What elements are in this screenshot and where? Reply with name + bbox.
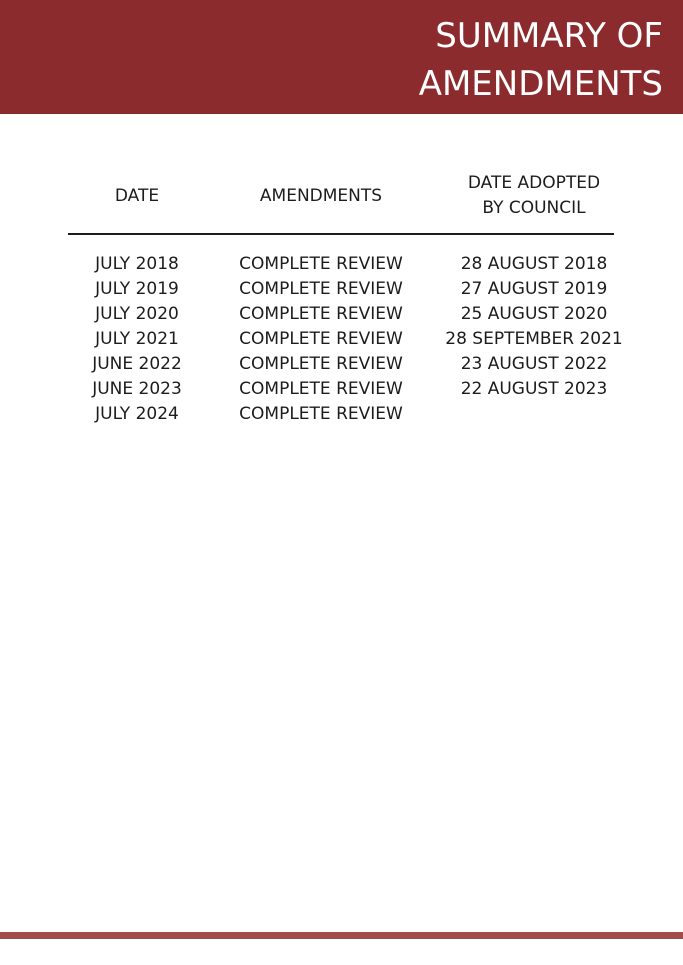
header-band	[0, 0, 683, 114]
cell-date-adopted: 28 AUGUST 2018	[460, 254, 608, 274]
column-header-date: DATE	[114, 185, 160, 206]
cell-date-adopted: 22 AUGUST 2023	[460, 379, 608, 399]
cell-date: JULY 2024	[95, 404, 179, 424]
cell-date: JULY 2021	[95, 329, 179, 349]
header-divider	[68, 233, 614, 235]
table-row	[0, 377, 683, 402]
cell-date: JUNE 2023	[92, 379, 182, 399]
cell-date: JULY 2020	[95, 304, 179, 324]
cell-amendment: COMPLETE REVIEW	[239, 279, 403, 299]
cell-date-adopted: 28 SEPTEMBER 2021	[445, 329, 623, 349]
cell-amendment: COMPLETE REVIEW	[239, 304, 403, 324]
table-body	[0, 252, 683, 427]
column-header-date-adopted: DATE ADOPTED BY COUNCIL	[467, 173, 601, 218]
table-row	[0, 277, 683, 302]
cell-date: JUNE 2022	[92, 354, 182, 374]
page-title: SUMMARY OF AMENDMENTS	[418, 16, 663, 104]
cell-amendment: COMPLETE REVIEW	[239, 354, 403, 374]
cell-amendment: COMPLETE REVIEW	[239, 404, 403, 424]
table-row	[0, 402, 683, 427]
table-row	[0, 352, 683, 377]
footer-band	[0, 932, 683, 939]
cell-amendment: COMPLETE REVIEW	[239, 329, 403, 349]
cell-date-adopted: 25 AUGUST 2020	[460, 304, 608, 324]
column-header-amendments: AMENDMENTS	[259, 185, 383, 206]
cell-date: JULY 2019	[95, 279, 179, 299]
cell-date: JULY 2018	[95, 254, 179, 274]
table-row	[0, 302, 683, 327]
table-row	[0, 252, 683, 277]
cell-amendment: COMPLETE REVIEW	[239, 379, 403, 399]
cell-amendment: COMPLETE REVIEW	[239, 254, 403, 274]
table-row	[0, 327, 683, 352]
cell-date-adopted: 23 AUGUST 2022	[460, 354, 608, 374]
cell-date-adopted: 27 AUGUST 2019	[460, 279, 608, 299]
